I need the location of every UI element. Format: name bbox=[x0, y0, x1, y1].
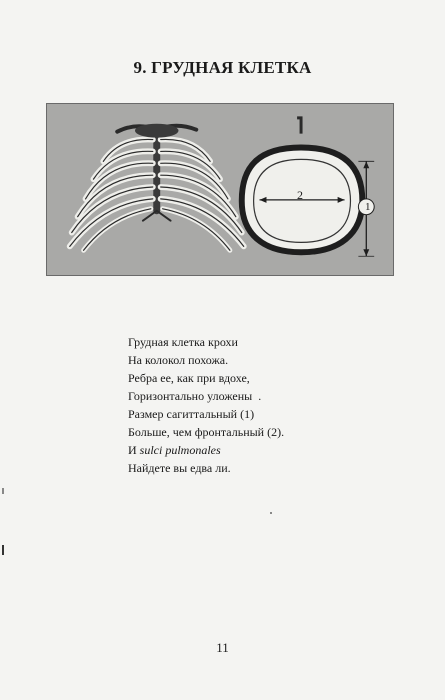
edge-mark bbox=[2, 488, 4, 494]
poem-line: Размер сагиттальный (1) bbox=[128, 407, 255, 421]
poem-line: Ребра ее, как при вдохе, bbox=[128, 371, 250, 385]
page-number: 11 bbox=[216, 640, 229, 655]
poem bbox=[128, 333, 284, 477]
thorax-cross-section bbox=[242, 118, 374, 256]
rib-cage-front-view bbox=[70, 124, 244, 251]
edge-mark bbox=[2, 545, 4, 555]
poem-line: Грудная клетка крохи bbox=[128, 335, 238, 349]
latin-term: sulci pulmonales bbox=[139, 443, 221, 457]
poem-line: Больше, чем фронтальный (2). bbox=[128, 425, 285, 439]
poem-line: Найдете вы едва ли. bbox=[128, 461, 231, 475]
page-title: 9. ГРУДНАЯ КЛЕТКА bbox=[133, 58, 312, 77]
frontal-size-label: 2 bbox=[297, 188, 303, 202]
poem-line-prefix: И bbox=[128, 443, 140, 457]
sagittal-size-label: 1 bbox=[365, 201, 371, 213]
poem-line: На колокол похожа. bbox=[128, 353, 229, 367]
poem-line-latin bbox=[128, 441, 284, 459]
poem-line: Горизонтально уложены . bbox=[128, 389, 262, 403]
thorax-drawing bbox=[47, 104, 393, 275]
print-speck bbox=[270, 512, 272, 514]
thorax-illustration bbox=[46, 103, 394, 276]
